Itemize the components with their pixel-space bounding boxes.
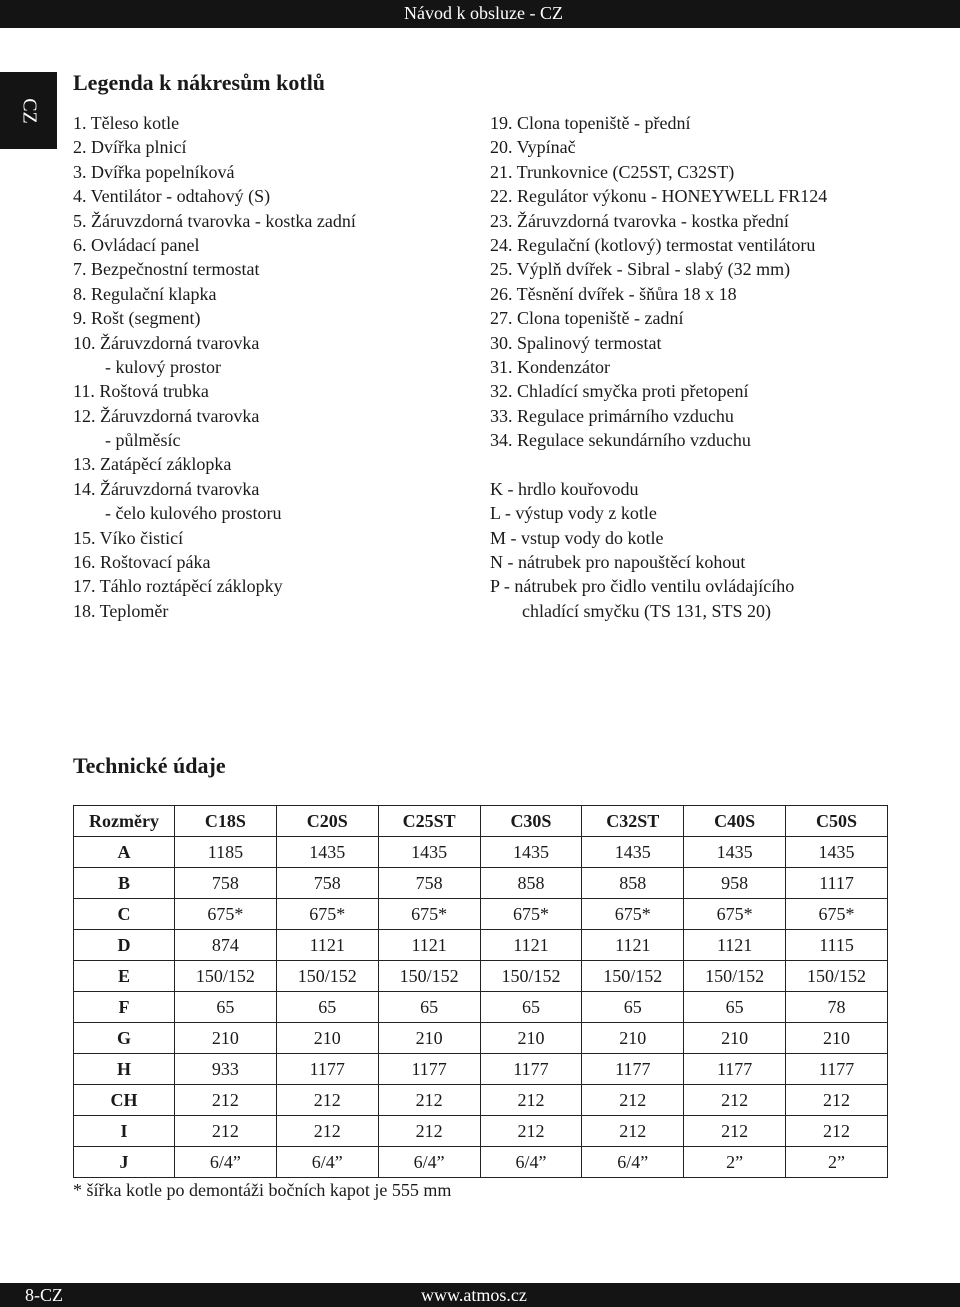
table-cell: 1177 — [786, 1054, 888, 1085]
table-cell: 212 — [480, 1116, 582, 1147]
table-cell: 874 — [175, 930, 277, 961]
table-cell: 65 — [378, 992, 480, 1023]
table-cell: 1435 — [582, 837, 684, 868]
table-cell: 6/4” — [276, 1147, 378, 1178]
table-cell: 210 — [175, 1023, 277, 1054]
table-footnote: * šířka kotle po demontáži bočních kapot je 555 mm — [73, 1180, 452, 1200]
table-header-cell: C32ST — [582, 806, 684, 837]
table-cell: 150/152 — [175, 961, 277, 992]
table-row-header: D — [74, 930, 175, 961]
tech-table — [73, 805, 888, 1178]
legend-item: 32. Chladící smyčka proti přetopení — [490, 381, 749, 402]
header-bar — [0, 0, 960, 28]
table-cell: 758 — [378, 868, 480, 899]
legend-item: 3. Dvířka popelníková — [73, 161, 235, 182]
legend-item: 27. Clona topeniště - zadní — [490, 308, 684, 329]
table-cell: 1121 — [378, 930, 480, 961]
legend-item: 25. Výplň dvířek - Sibral - slabý (32 mm) — [490, 259, 791, 280]
language-tab-label: CZ — [18, 97, 40, 124]
table-header-cell: C30S — [480, 806, 582, 837]
table-cell: 1121 — [582, 930, 684, 961]
legend-item: 11. Roštová trubka — [73, 381, 209, 402]
legend-item: 15. Víko čisticí — [73, 527, 184, 548]
table-header-row — [74, 806, 888, 837]
legend-item: 22. Regulátor výkonu - HONEYWELL FR124 — [490, 186, 828, 207]
table-cell: 1121 — [684, 930, 786, 961]
table-cell: 212 — [684, 1116, 786, 1147]
legend-item: 12. Žáruvzdorná tvarovka — [73, 405, 260, 426]
footer-bar — [0, 1283, 960, 1307]
legend-item: 9. Rošt (segment) — [73, 308, 201, 329]
table-cell: 2” — [684, 1147, 786, 1178]
table-row-header: CH — [74, 1085, 175, 1116]
table-body — [74, 837, 888, 1178]
connection-item: M - vstup vody do kotle — [490, 527, 664, 548]
connection-item: P - nátrubek pro čidlo ventilu ovládajícího — [490, 576, 795, 597]
table-cell: 1121 — [480, 930, 582, 961]
table-cell: 758 — [276, 868, 378, 899]
table-row-header: C — [74, 899, 175, 930]
legend-item: 4. Ventilátor - odtahový (S) — [73, 186, 271, 207]
table-cell: 675* — [582, 899, 684, 930]
page-number: 8-CZ — [25, 1285, 63, 1305]
table-header-cell: C18S — [175, 806, 277, 837]
header-title: Návod k obsluze - CZ — [404, 3, 563, 23]
table-header-cell: C40S — [684, 806, 786, 837]
table-cell: 6/4” — [480, 1147, 582, 1178]
legend-item: 8. Regulační klapka — [73, 283, 217, 304]
table-cell: 6/4” — [582, 1147, 684, 1178]
legend-item: 17. Táhlo roztápěcí záklopky — [73, 576, 283, 597]
connection-item-continuation: chladící smyčku (TS 131, STS 20) — [522, 600, 771, 621]
table-cell: 212 — [175, 1085, 277, 1116]
table-cell: 65 — [175, 992, 277, 1023]
table-header-cell: C25ST — [378, 806, 480, 837]
legend-item: 20. Vypínač — [490, 137, 576, 158]
table-cell: 210 — [276, 1023, 378, 1054]
legend-item: 26. Těsnění dvířek - šňůra 18 x 18 — [490, 283, 737, 304]
table-cell: 78 — [786, 992, 888, 1023]
table-row-header: H — [74, 1054, 175, 1085]
legend-item: 13. Zatápěcí záklopka — [73, 454, 232, 475]
table-cell: 210 — [480, 1023, 582, 1054]
table-header-cell: C50S — [786, 806, 888, 837]
table-cell: 212 — [276, 1116, 378, 1147]
table-cell: 1435 — [276, 837, 378, 868]
table-cell: 212 — [684, 1085, 786, 1116]
table-cell: 2” — [786, 1147, 888, 1178]
table-header-cell: C20S — [276, 806, 378, 837]
table-cell: 1121 — [276, 930, 378, 961]
table-cell: 933 — [175, 1054, 277, 1085]
legend-item: 5. Žáruvzdorná tvarovka - kostka zadní — [73, 210, 356, 231]
legend-item: 10. Žáruvzdorná tvarovka — [73, 332, 260, 353]
table-cell: 6/4” — [175, 1147, 277, 1178]
legend-right-list — [490, 111, 827, 623]
table-row — [74, 992, 888, 1023]
table-cell: 212 — [582, 1085, 684, 1116]
table-cell: 1435 — [480, 837, 582, 868]
table-cell: 65 — [480, 992, 582, 1023]
table-cell: 1435 — [786, 837, 888, 868]
table-cell: 675* — [378, 899, 480, 930]
legend-spacer — [490, 452, 827, 476]
table-cell: 212 — [175, 1116, 277, 1147]
table-cell: 212 — [786, 1116, 888, 1147]
table-cell: 212 — [378, 1085, 480, 1116]
table-cell: 675* — [684, 899, 786, 930]
website-link[interactable]: www.atmos.cz — [421, 1285, 527, 1305]
table-row-header: F — [74, 992, 175, 1023]
table-cell: 675* — [786, 899, 888, 930]
table-cell: 212 — [378, 1116, 480, 1147]
table-cell: 1115 — [786, 930, 888, 961]
legend-item: 7. Bezpečnostní termostat — [73, 259, 260, 280]
connection-item: L - výstup vody z kotle — [490, 503, 657, 524]
table-row-header: I — [74, 1116, 175, 1147]
legend-item: 14. Žáruvzdorná tvarovka — [73, 478, 260, 499]
language-tab — [0, 72, 57, 149]
table-cell: 1435 — [378, 837, 480, 868]
legend-item: 16. Roštovací páka — [73, 552, 211, 573]
table-row-header: B — [74, 868, 175, 899]
table-row — [74, 1023, 888, 1054]
legend-item: 23. Žáruvzdorná tvarovka - kostka přední — [490, 210, 789, 231]
table-cell: 858 — [480, 868, 582, 899]
table-cell: 858 — [582, 868, 684, 899]
table-cell: 210 — [582, 1023, 684, 1054]
table-cell: 212 — [276, 1085, 378, 1116]
legend-item: 34. Regulace sekundárního vzduchu — [490, 430, 751, 451]
table-cell: 1117 — [786, 868, 888, 899]
legend-item-continuation: - půlměsíc — [105, 430, 181, 451]
table-cell: 212 — [582, 1116, 684, 1147]
table-cell: 1177 — [480, 1054, 582, 1085]
table-cell: 6/4” — [378, 1147, 480, 1178]
table-cell: 150/152 — [582, 961, 684, 992]
table-cell: 210 — [684, 1023, 786, 1054]
table-row — [74, 1085, 888, 1116]
legend-item: 24. Regulační (kotlový) termostat ventilátoru — [490, 234, 816, 255]
table-cell: 150/152 — [276, 961, 378, 992]
table-row — [74, 930, 888, 961]
table-row — [74, 961, 888, 992]
legend-item-continuation: - kulový prostor — [105, 356, 221, 377]
table-row — [74, 1147, 888, 1178]
table-cell: 1435 — [684, 837, 786, 868]
table-cell: 65 — [582, 992, 684, 1023]
table-row — [74, 868, 888, 899]
table-row — [74, 1116, 888, 1147]
legend-item: 6. Ovládací panel — [73, 234, 200, 255]
legend-item: 21. Trunkovnice (C25ST, C32ST) — [490, 161, 735, 182]
table-row — [74, 899, 888, 930]
legend-item: 19. Clona topeniště - přední — [490, 113, 691, 133]
legend-title: Legenda k nákresům kotlů — [73, 70, 326, 95]
connection-item: K - hrdlo kouřovodu — [490, 478, 639, 499]
legend-item: 33. Regulace primárního vzduchu — [490, 405, 734, 426]
table-cell: 65 — [276, 992, 378, 1023]
legend-item: 1. Těleso kotle — [73, 113, 180, 133]
table-cell: 212 — [786, 1085, 888, 1116]
connection-item: N - nátrubek pro napouštěcí kohout — [490, 552, 746, 573]
table-row-header: A — [74, 837, 175, 868]
table-cell: 1177 — [684, 1054, 786, 1085]
table-cell: 675* — [175, 899, 277, 930]
table-cell: 150/152 — [786, 961, 888, 992]
legend-item-continuation: - čelo kulového prostoru — [105, 503, 282, 524]
legend-item: 30. Spalinový termostat — [490, 332, 662, 353]
table-cell: 212 — [480, 1085, 582, 1116]
table-cell: 1185 — [175, 837, 277, 868]
table-cell: 150/152 — [480, 961, 582, 992]
legend-item: 2. Dvířka plnicí — [73, 137, 187, 158]
tech-title: Technické údaje — [73, 753, 226, 778]
table-cell: 150/152 — [684, 961, 786, 992]
table-row-header: J — [74, 1147, 175, 1178]
table-row-header: E — [74, 961, 175, 992]
table-row — [74, 837, 888, 868]
table-cell: 65 — [684, 992, 786, 1023]
table-cell: 758 — [175, 868, 277, 899]
table-cell: 210 — [378, 1023, 480, 1054]
legend-item: 31. Kondenzátor — [490, 356, 610, 377]
table-row — [74, 1054, 888, 1085]
legend-item: 18. Teploměr — [73, 600, 169, 621]
table-cell: 150/152 — [378, 961, 480, 992]
table-cell: 210 — [786, 1023, 888, 1054]
table-row-header: G — [74, 1023, 175, 1054]
table-cell: 675* — [480, 899, 582, 930]
table-cell: 675* — [276, 899, 378, 930]
table-cell: 1177 — [378, 1054, 480, 1085]
legend-left-list — [73, 111, 356, 623]
table-cell: 1177 — [276, 1054, 378, 1085]
table-cell: 1177 — [582, 1054, 684, 1085]
table-cell: 958 — [684, 868, 786, 899]
table-header-cell: Rozměry — [74, 806, 175, 837]
